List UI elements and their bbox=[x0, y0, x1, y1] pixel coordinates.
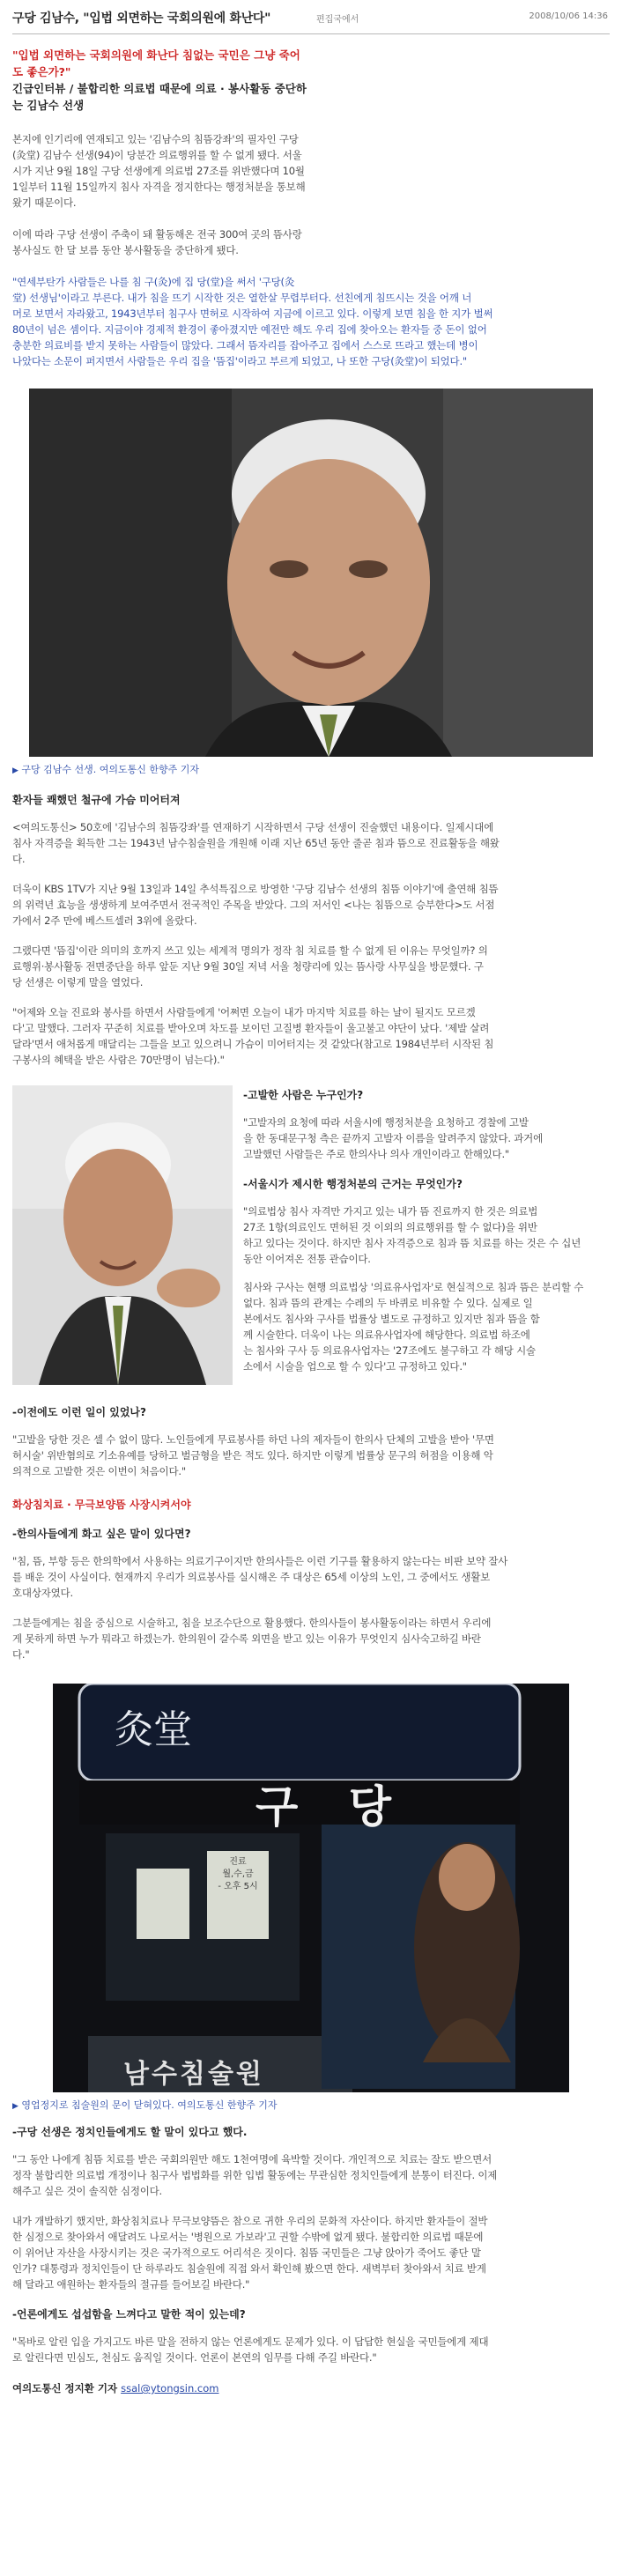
text-line: 이에 따라 구당 선생이 주축이 돼 활동해온 전국 300여 곳의 뜸사랑 bbox=[12, 228, 302, 241]
intro-paragraph-2 bbox=[12, 226, 610, 258]
article-header bbox=[12, 0, 610, 34]
text-line: (灸堂) 김남수 선생(94)이 당분간 의료행위를 할 수 없게 됐다. 서울 bbox=[12, 149, 302, 161]
clinic-notice bbox=[210, 1856, 266, 1893]
author-name: 여의도통신 정지환 기자 bbox=[12, 2382, 118, 2395]
paragraph-tears bbox=[12, 1004, 610, 1068]
intro-paragraph bbox=[12, 131, 610, 211]
text-line: 를 배운 것이 사실이다. 현재까지 우리가 의료봉사를 실시해온 주 대상은 65세 이상의 노인, 그 중에서도 생활보 bbox=[12, 1571, 491, 1583]
text-line: 시가 지난 9월 18일 구당 선생에게 의료법 27조를 위반했다며 10월 bbox=[12, 165, 305, 177]
text-line: 이 위어난 자산을 사장시키는 것은 국가적으로도 어리석은 짓이다. 침뜸 국민들은 그냥 앉아가 죽어도 좋단 말 bbox=[12, 2247, 481, 2259]
answer bbox=[12, 2334, 610, 2365]
text-line: 1일부터 11월 15일까지 침사 자격을 정지한다는 행정처분을 통보해 bbox=[12, 181, 306, 193]
text-line: 본에서도 침사와 구사를 법률상 별도로 규정하고 있지만 침과 뜸을 함 bbox=[243, 1313, 540, 1325]
text-line: 나았다는 소문이 퍼지면서 사람들은 우리 집을 '뜸집'이라고 부르게 되었고, 나 또한 구당(灸堂)이 되었다." bbox=[12, 355, 468, 367]
text-line: 동안 이어져온 전통 관습이다. bbox=[243, 1253, 371, 1265]
text-line: 내가 개발하기 했지만, 화상침치료나 무극보양뜸은 참으로 귀한 우리의 문화적 자산이다. 하지만 환자들이 절박 bbox=[12, 2215, 488, 2227]
text-line: "연세부탄가 사람들은 나를 침 구(灸)에 집 당(堂)을 써서 '구당(灸 bbox=[12, 276, 295, 288]
notice-line: 월,수,금 bbox=[222, 1869, 254, 1879]
question: -언론에게도 섭섭함을 느껴다고 말한 적이 있는데? bbox=[12, 2308, 246, 2321]
notice-line: 진료 bbox=[229, 1857, 247, 1867]
text-line: 구봉사의 혜택을 받은 사람은 70만명이 넘는다)." bbox=[12, 1054, 225, 1066]
answer bbox=[12, 1553, 610, 1601]
side-portrait-illustration bbox=[12, 1085, 233, 1385]
text-line: 께 시술한다. 더욱이 나는 의료유사업자에 해당한다. 의료법 하조에 bbox=[243, 1329, 530, 1341]
clinic-photo bbox=[53, 1684, 569, 2092]
text-line: "고발자의 요청에 따라 서울시에 행정처분을 요청하고 경찰에 고발 bbox=[243, 1116, 529, 1129]
side-photo bbox=[12, 1085, 233, 1385]
text-line: 인가? 대통령과 정치인들이 단 하루라도 침술원에 직접 와서 확인해 봤으면 한다. 새벽부터 찾아와서 치료 받게 bbox=[12, 2262, 486, 2275]
answer bbox=[12, 1432, 610, 1479]
sign-main: 구 당 bbox=[255, 1781, 410, 1832]
subheading: 화상침치료 · 무극보양뜸 사장시켜서야 bbox=[12, 1499, 191, 1511]
subheading: 환자들 쾌했던 철규에 가슴 미어터져 bbox=[12, 794, 181, 806]
paragraph-kbs bbox=[12, 881, 610, 929]
photo2-caption bbox=[12, 2098, 610, 2112]
answer bbox=[12, 2213, 610, 2292]
caption-text: 구당 김남수 선생. 여의도통신 한향주 기자 bbox=[21, 764, 200, 775]
text-line: 다'고 말했다. 그러자 꾸준히 치료를 받아오며 차도를 보이던 고질병 환자들이 울고불고 야단이 났다. '제발 살려 bbox=[12, 1022, 490, 1034]
text-line: 로 알린다면 민심도, 천심도 움직일 것이다. 언론이 본연의 임무를 다해 주길 바란다." bbox=[12, 2351, 377, 2364]
caption-text: 영업정지로 침술원의 문이 닫혀있다. 여의도통신 한향주 기자 bbox=[21, 2099, 278, 2111]
side-photo-section bbox=[12, 1085, 610, 1404]
byline bbox=[12, 2381, 610, 2395]
text-line: 해주고 싶은 것이 솔직한 심정이다. bbox=[12, 2185, 163, 2197]
text-line: 료행위·봉사활동 전면중단을 하루 앞둔 지난 9월 30일 저녁 서울 청량리에 있는 뜸사랑 사무실을 방문했다. 구 bbox=[12, 960, 484, 973]
text-line: 의적으로 고발한 것은 이번이 처음이다." bbox=[12, 1465, 186, 1477]
sign-bottom: 남수침술원 bbox=[123, 2059, 264, 2090]
article-date: 2008/10/06 14:36 bbox=[529, 11, 608, 21]
question: -구당 선생은 정치인들에게도 할 말이 있다고 했다. bbox=[12, 2126, 248, 2138]
lead-subtitle-line: 는 김남수 선생 bbox=[12, 99, 85, 112]
blue-quote bbox=[12, 274, 610, 369]
text-line: 堂) 선생님'이라고 부른다. 내가 침을 뜨기 시작한 것은 열한살 무렵부터다. 선친에게 침뜨시는 것을 어깨 너 bbox=[12, 292, 472, 304]
text-line: 허시술' 위반혐의로 기소유예를 당하고 벌금형을 받은 적도 있다. 하지만 이렇게 법률상 문구의 허점을 이용해 악 bbox=[12, 1449, 493, 1462]
caption-triangle-icon: ▶ bbox=[12, 766, 19, 775]
text-line: 27조 1항(의료인도 면허된 것 이외의 의료행위를 할 수 없다)을 위반 bbox=[243, 1221, 537, 1233]
text-line: "목바로 알린 입을 가지고도 바른 말을 전하지 않는 언론에게도 문제가 있다. 이 답답한 현실을 국민들에게 제대 bbox=[12, 2335, 489, 2348]
text-line: 그분들에게는 침을 중심으로 시술하고, 침을 보조수단으로 활용했다. 한의사들이 봉사활동이라는 하면서 우리에 bbox=[12, 1617, 492, 1629]
text-line: 는 침사와 구사 등 의료유사업자는 '27조에도 불구하고 각 해당 시술 bbox=[243, 1344, 536, 1357]
question: -한의사들에게 화고 싶은 말이 있다면? bbox=[12, 1528, 191, 1540]
photo2-block bbox=[12, 1684, 610, 2112]
answer bbox=[243, 1114, 604, 1162]
photo1-caption bbox=[12, 762, 610, 776]
text-line: 봉사실도 한 달 보름 동안 봉사활동을 중단하게 됐다. bbox=[12, 244, 239, 256]
lead-block bbox=[12, 47, 610, 114]
photo1-block bbox=[12, 389, 610, 776]
portrait-illustration bbox=[29, 389, 593, 757]
text-line: 왔기 때문이다. bbox=[12, 196, 77, 209]
text-line: 해 달라고 애원하는 환자들의 절규를 들어보길 바란다." bbox=[12, 2278, 250, 2291]
portrait-photo bbox=[29, 389, 593, 757]
text-line: 한 심정으로 찾아와서 애달려도 나로서는 '병원으로 가보라'고 권할 수밖에 없게 됐다. 불합리한 의료법 때문에 bbox=[12, 2231, 484, 2243]
text-line: <여의도통신> 50호에 '김남수의 침뜸강좌'를 연재하기 시작하면서 구당 선생이 진술했던 내용이다. 일제시대에 bbox=[12, 821, 494, 833]
text-line: 더욱이 KBS 1TV가 지난 9월 13일과 14일 추석특집으로 방영한 '구당 김남수 선생의 침뜸 이야기'에 출연해 침뜸 bbox=[12, 883, 499, 895]
text-line: "어제와 오늘 진료와 봉사를 하면서 사람들에게 '어쩌면 오늘이 내가 마지막 치료를 하는 날이 될지도 모르겠 bbox=[12, 1006, 476, 1018]
text-line: 그랬다면 '뜸집'이란 의미의 호까지 쓰고 있는 세계적 명의가 정작 침 치료를 할 수 없게 된 이유는 무엇일까? 의 bbox=[12, 944, 488, 957]
article-title: 구당 김남수, "입법 외면하는 국회의원에 화난다" bbox=[12, 11, 271, 26]
text-line: 게 못하게 하면 누가 뭐라고 하겠는가. 한의원이 갈수록 외면을 받고 있는 이유가 무엇인지 심사숙고하길 바란 bbox=[12, 1632, 481, 1645]
text-line: 당 선생은 이렇게 말을 열었다. bbox=[12, 976, 144, 988]
text-line: 충분한 의료비를 받지 못하는 사람들이 많았다. 그래서 뜸자리를 잡아주고 집에서 스스로 뜨라고 했는데 병이 bbox=[12, 339, 478, 352]
question: -고발한 사람은 누구인가? bbox=[243, 1089, 364, 1101]
lead-quote-line: 도 좋은가?" bbox=[12, 65, 71, 78]
text-line: 을 한 동대문구청 측은 끝까지 고발자 이름을 알려주지 않았다. 과거에 bbox=[243, 1132, 544, 1144]
lead-quote-line: "입법 외면하는 국회의원에 화난다 침없는 국민은 그냥 죽어 bbox=[12, 48, 300, 62]
text-line: 침사와 구사는 현행 의료법상 '의료유사업자'로 현실적으로 침과 뜸은 분리할 수 bbox=[243, 1281, 584, 1293]
question: -이전에도 이런 일이 있었나? bbox=[12, 1406, 146, 1418]
text-line: 침사 자격증을 획득한 그는 1943년 남수침술원을 개원해 이래 지난 65년 동안 줄곧 침과 뜸으로 진료활동을 해왔 bbox=[12, 837, 500, 849]
text-line: 다." bbox=[12, 1648, 30, 1661]
text-line: 다. bbox=[12, 853, 26, 865]
text-line: 본지에 인기리에 연재되고 있는 '김남수의 침뜸강좌'의 필자인 구당 bbox=[12, 133, 299, 145]
sign-hanja: 灸堂 bbox=[115, 1707, 192, 1752]
text-line: 정작 불합리한 의료법 개정이나 침구사 법법화를 위한 입법 활동에는 무관심한 정치인들에게 분통이 터진다. 이제 bbox=[12, 2169, 498, 2181]
text-line: 소에서 시술을 업으로 할 수 있다'고 규정하고 있다." bbox=[243, 1360, 467, 1373]
section-label[interactable]: 편집국에서 bbox=[316, 15, 359, 25]
text-line: 달라'면서 애처롭게 매달리는 그들을 보고 있으려니 가슴이 미어터지는 것 같았다(참고로 1984년부터 시작된 침 bbox=[12, 1038, 494, 1050]
question: -서울시가 제시한 행정처분의 근거는 무엇인가? bbox=[243, 1178, 463, 1190]
answer bbox=[243, 1203, 604, 1267]
lead-subtitle-line: 긴급인터뷰 / 불합리한 의료법 때문에 의료 · 봉사활동 중단하 bbox=[12, 82, 307, 95]
answer bbox=[12, 2151, 610, 2199]
text-line: 호대상자였다. bbox=[12, 1587, 73, 1599]
paragraph-series bbox=[12, 819, 610, 867]
text-line: 의 위력년 효능을 생생하게 보여주면서 전국적인 주목을 받았다. 그의 저서인 <나는 침뜸으로 승부한다>도 서점 bbox=[12, 899, 495, 911]
author-email-link[interactable]: ssal@ytongsin.com bbox=[121, 2382, 219, 2395]
text-line: 하고 있다는 것이다. 하지만 침사 자격증으로 침과 뜸 치료를 하는 것은 수 십년 bbox=[243, 1237, 581, 1249]
answer bbox=[243, 1279, 604, 1374]
text-line: "고발을 당한 것은 셀 수 없이 많다. 노인들에게 무료봉사를 하던 나의 제자들이 한의사 단체의 고발을 받아 '무면 bbox=[12, 1433, 494, 1446]
text-line: 없다. 침과 뜸의 관계는 수레의 두 바퀴로 비유할 수 있다. 실제로 일 bbox=[243, 1297, 533, 1309]
qa-column bbox=[243, 1087, 604, 1374]
text-line: 머로 보면서 자라왔고, 1943년부터 침구사 면허로 시작하여 지금에 이르고 있다. 이렇게 보면 침을 한 지가 벌써 bbox=[12, 307, 493, 320]
paragraph-visit bbox=[12, 943, 610, 990]
text-line: "그 동안 나에게 침뜸 치료를 받은 국회의원만 해도 1천여명에 육박할 것이다. 개인적으로 치료는 잘도 받으면서 bbox=[12, 2153, 492, 2165]
text-line: 고발했던 사람들은 주로 한의사나 의사 개인이라고 한해있다." bbox=[243, 1148, 510, 1160]
answer bbox=[12, 1615, 610, 1662]
caption-triangle-icon: ▶ bbox=[12, 2102, 19, 2111]
text-line: "의료법상 침사 자격만 가지고 있는 내가 뜸 진료까지 한 것은 의료법 bbox=[243, 1205, 538, 1218]
text-line: "침, 뜸, 부항 등은 한의학에서 사용하는 의료기구이지만 한의사들은 이런 기구를 활용하지 않는다는 비판 보약 잘사 bbox=[12, 1555, 508, 1567]
notice-line: - 오후 5시 bbox=[218, 1882, 258, 1891]
text-line: 가에서 2주 만에 베스트셀러 3위에 올랐다. bbox=[12, 914, 197, 927]
text-line: 80년이 넘은 셈이다. 지금이야 경제적 환경이 좋아졌지만 예전만 해도 우리 집에 찾아오는 환자들 중 돈이 없어 bbox=[12, 323, 487, 336]
